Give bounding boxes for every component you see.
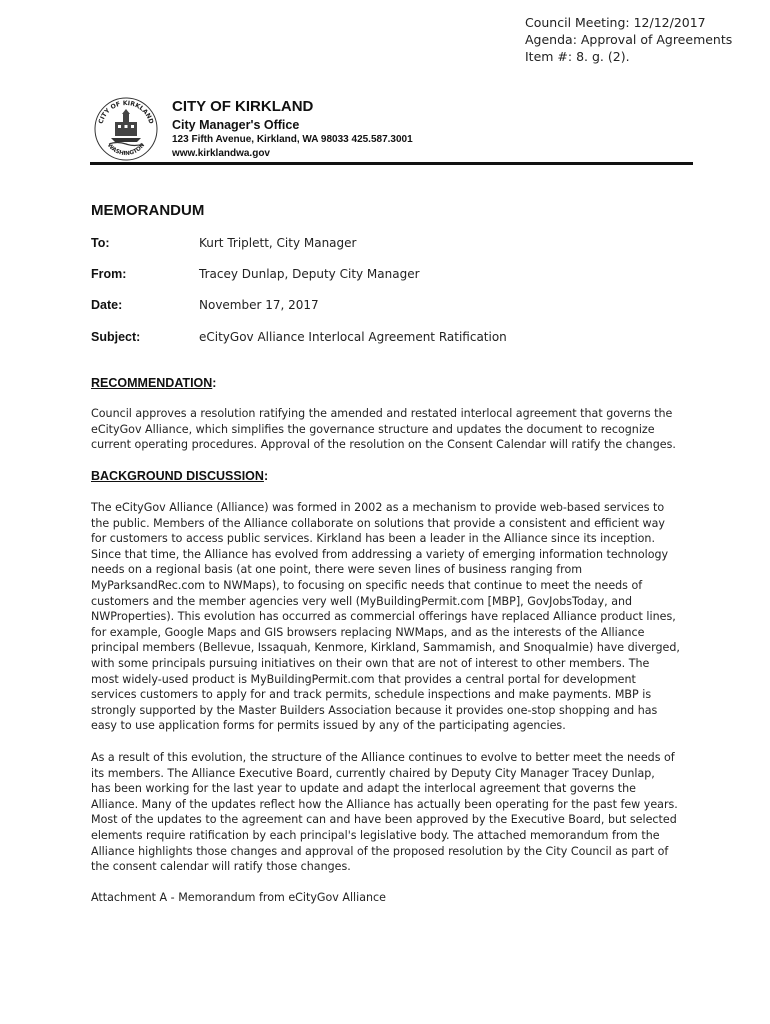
city-seal-icon	[93, 96, 159, 162]
recommendation-line: Council approves a resolution ratifying the amended and restated interlocal agreement that governs the	[91, 407, 673, 420]
recommendation-line: current operating procedures. Approval of the resolution on the Consent Calendar will ratify the changes.	[91, 438, 676, 452]
background-line: for customers to access public services. Kirkland has been a leader in the Alliance since its inception.	[91, 532, 655, 546]
background-line: customers and the member agencies very well (MyBuildingPermit.com [MBP], GovJobsToday, and	[91, 594, 633, 608]
recommendation-heading-colon: :	[212, 376, 217, 390]
background-line: services customers to apply for and track permits, schedule inspections and make payments. MBP is	[91, 688, 652, 702]
from-label: From:	[91, 267, 127, 281]
from-value: Tracey Dunlap, Deputy City Manager	[199, 267, 420, 281]
background-heading	[91, 469, 268, 483]
background-line: easy to use application forms for permits issued by any of the participating agencies.	[91, 719, 566, 733]
organization-name: CITY OF KIRKLAND	[172, 98, 314, 115]
background-paragraph-1	[91, 500, 691, 734]
seal-bottom-text: WASHINGTON	[105, 142, 147, 158]
background-line: needs on a regional basis (at one point, there were seven lines of business ranging from	[91, 563, 583, 577]
background-heading-colon: :	[263, 469, 269, 483]
background-line: Alliance highlights those changes and approval of the proposed resolution by the City Council as part of	[91, 844, 669, 858]
seal-top-text: CITY OF KIRKLAND	[97, 99, 155, 125]
recommendation-line: eCityGov Alliance, which simplifies the governance structure and updates the document to recognize	[91, 422, 655, 436]
background-line: most widely-used product is MyBuildingPermit.com that provides a central portal for development	[91, 672, 636, 686]
background-heading-text: BACKGROUND DISCUSSION	[91, 469, 264, 483]
item-number: Item #: 8. g. (2).	[525, 49, 630, 64]
background-line: its members. The Alliance Executive Board, currently chaired by Deputy City Manager Tracey Dunlap,	[91, 766, 655, 780]
meeting-info	[525, 14, 732, 65]
date-value: November 17, 2017	[199, 298, 319, 312]
background-line: the consent calendar will ratify those changes.	[91, 860, 351, 874]
recommendation-heading	[91, 376, 216, 390]
to-value: Kurt Triplett, City Manager	[199, 236, 357, 250]
background-line: elements require ratification by each principal's legislative body. The attached memorandum from the	[91, 828, 660, 842]
recommendation-paragraph	[91, 406, 691, 453]
recommendation-heading-text: RECOMMENDATION	[91, 376, 213, 390]
background-line: Alliance. Many of the updates reflect how the Alliance has actually been operating for the past few years.	[91, 797, 678, 811]
letterhead	[172, 97, 413, 161]
background-line: the public. Members of the Alliance collaborate on solutions that provide a consistent and efficient way	[91, 516, 665, 530]
date-label: Date:	[91, 298, 123, 312]
website-link[interactable]: www.kirklandwa.gov	[172, 148, 270, 159]
background-line: MyParksandRec.com to NWMaps), to focusing on specific needs that continue to meet the needs of	[91, 578, 643, 592]
office-address: 123 Fifth Avenue, Kirkland, WA 98033 425.587.3001	[172, 134, 413, 145]
background-line: has been working for the last year to update and adapt the interlocal agreement that governs the	[91, 782, 636, 796]
background-line: strongly supported by the Master Builders Association because it provides one-stop shopping and has	[91, 703, 658, 717]
background-line: with some principals pursuing initiatives on their own that are not of interest to other members. The	[91, 656, 650, 670]
background-line: for example, Google Maps and GIS browsers replacing NWMaps, and as the interests of the Alliance	[91, 625, 645, 639]
subject-label: Subject:	[91, 330, 141, 344]
background-line: The eCityGov Alliance (Alliance) was formed in 2002 as a mechanism to provide web-based services to	[91, 501, 665, 514]
background-line: NWProperties). This evolution has occurred as commercial offerings have replaced Alliance product lines,	[91, 610, 676, 624]
header-divider	[90, 162, 693, 165]
to-label: To:	[91, 236, 110, 250]
meeting-date: Council Meeting: 12/12/2017	[525, 15, 706, 30]
attachment-line: Attachment A - Memorandum from eCityGov Alliance	[91, 891, 386, 904]
background-line: principal members (Bellevue, Issaquah, Kenmore, Kirkland, Sammamish, and Snoqualmie) have diverged,	[91, 641, 680, 655]
background-line: Most of the updates to the agreement can and have been approved by the Executive Board, but selected	[91, 813, 677, 827]
subject-value: eCityGov Alliance Interlocal Agreement Ratification	[199, 330, 507, 344]
agenda-line: Agenda: Approval of Agreements	[525, 32, 733, 47]
background-paragraph-2	[91, 750, 691, 875]
background-line: As a result of this evolution, the structure of the Alliance continues to evolve to better meet the needs of	[91, 751, 675, 764]
memo-title: MEMORANDUM	[91, 202, 205, 219]
office-name: City Manager's Office	[172, 118, 300, 132]
attachment-paragraph	[91, 890, 691, 906]
background-line: Since that time, the Alliance has evolved from addressing a variety of emerging information technology	[91, 547, 669, 561]
